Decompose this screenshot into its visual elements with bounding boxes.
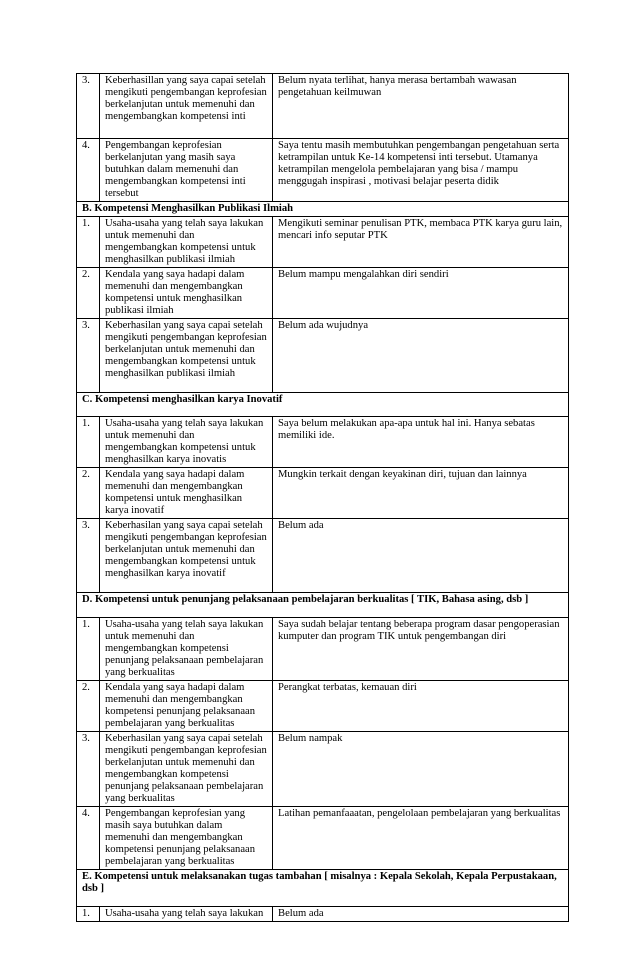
question-cell: Usaha-usaha yang telah saya lakukan untuk memenuhi dan mengembangkan kompetensi penunjang pelaksanaan pembelajaran yang berkualitas — [100, 618, 273, 681]
answer-cell: Mengikuti seminar penulisan PTK, membaca PTK karya guru lain, mencari info seputar PTK — [273, 217, 569, 268]
table-row — [77, 139, 569, 202]
answer-cell: Mungkin terkait dengan keyakinan diri, tujuan dan lainnya — [273, 468, 569, 519]
row-number: 1. — [77, 618, 100, 681]
question-cell: Pengembangan keprofesian yang masih saya butuhkan dalam memenuhi dan mengembangkan kompetensi penunjang pelaksanaan pembelajaran yang berkualitas — [100, 807, 273, 870]
table-row — [77, 807, 569, 870]
question-cell: Kendala yang saya hadapi dalam memenuhi dan mengembangkan kompetensi untuk menghasilkan karya inovatif — [100, 468, 273, 519]
row-number: 1. — [77, 907, 100, 922]
section-header-row — [77, 393, 569, 417]
table-row — [77, 907, 569, 922]
table-row — [77, 74, 569, 139]
section-title: E. Kompetensi untuk melaksanakan tugas tambahan [ misalnya : Kepala Sekolah, Kepala Perpustakaan, dsb ] — [77, 870, 569, 907]
row-number: 3. — [77, 732, 100, 807]
question-cell: Kendala yang saya hadapi dalam memenuhi dan mengembangkan kompetensi penunjang pelaksanaan pembelajaran yang berkualitas — [100, 681, 273, 732]
answer-cell: Saya tentu masih membutuhkan pengembangan pengetahuan serta ketrampilan untuk Ke-14 kompetensi inti tersebut. Utamanya ketrampilan mengelola pembelajaran yang bisa / mampu menggugah inspirasi , motivasi belajar peserta didik — [273, 139, 569, 202]
table-row — [77, 519, 569, 593]
question-cell: Keberhasilan yang saya capai setelah mengikuti pengembangan keprofesian berkelanjutan untuk memenuhi dan mengembangkan kompetensi untuk menghasilkan karya inovatif — [100, 519, 273, 593]
row-number: 2. — [77, 268, 100, 319]
row-number: 1. — [77, 217, 100, 268]
answer-cell: Perangkat terbatas, kemauan diri — [273, 681, 569, 732]
section-header-row — [77, 593, 569, 618]
section-title: C. Kompetensi menghasilkan karya Inovatif — [77, 393, 569, 417]
answer-cell: Belum nyata terlihat, hanya merasa bertambah wawasan pengetahuan keilmuwan — [273, 74, 569, 139]
row-number: 4. — [77, 139, 100, 202]
row-number: 4. — [77, 807, 100, 870]
question-cell: Usaha-usaha yang telah saya lakukan untuk memenuhi dan mengembangkan kompetensi untuk menghasilkan karya inovatis — [100, 417, 273, 468]
row-number: 3. — [77, 319, 100, 393]
question-cell: Pengembangan keprofesian berkelanjutan yang masih saya butuhkan dalam memenuhi dan mengembangkan kompetensi inti tersebut — [100, 139, 273, 202]
table-row — [77, 268, 569, 319]
row-number: 2. — [77, 681, 100, 732]
question-cell: Keberhasilan yang saya capai setelah mengikuti pengembangan keprofesian berkelanjutan untuk memenuhi dan mengembangkan kompetensi penunjang pelaksanaan pembelajaran yang berkualitas — [100, 732, 273, 807]
question-cell: Kendala yang saya hadapi dalam memenuhi dan mengembangkan kompetensi untuk menghasilkan publikasi ilmiah — [100, 268, 273, 319]
table-row — [77, 468, 569, 519]
question-cell: Usaha-usaha yang telah saya lakukan — [100, 907, 273, 922]
row-number: 1. — [77, 417, 100, 468]
section-title: B. Kompetensi Menghasilkan Publikasi Ilmiah — [77, 202, 569, 217]
section-header-row — [77, 870, 569, 907]
question-cell: Keberhasilan yang saya capai setelah mengikuti pengembangan keprofesian berkelanjutan untuk memenuhi dan mengembangkan kompetensi untuk menghasilkan publikasi ilmiah — [100, 319, 273, 393]
table-row — [77, 417, 569, 468]
table-row — [77, 319, 569, 393]
question-cell: Keberhasillan yang saya capai setelah mengikuti pengembangan keprofesian berkelanjutan untuk memenuhi dan mengembangkan kompetensi inti — [100, 74, 273, 139]
answer-cell: Belum mampu mengalahkan diri sendiri — [273, 268, 569, 319]
table-row — [77, 618, 569, 681]
answer-cell: Saya sudah belajar tentang beberapa program dasar pengoperasian kumputer dan program TIK untuk pengembangan diri — [273, 618, 569, 681]
answer-cell: Latihan pemanfaaatan, pengelolaan pembelajaran yang berkualitas — [273, 807, 569, 870]
table-row — [77, 217, 569, 268]
answer-cell: Saya belum melakukan apa-apa untuk hal ini. Hanya sebatas memiliki ide. — [273, 417, 569, 468]
row-number: 2. — [77, 468, 100, 519]
section-header-row — [77, 202, 569, 217]
competency-table — [76, 73, 569, 922]
answer-cell: Belum ada — [273, 907, 569, 922]
answer-cell: Belum ada wujudnya — [273, 319, 569, 393]
row-number: 3. — [77, 74, 100, 139]
row-number: 3. — [77, 519, 100, 593]
table-row — [77, 681, 569, 732]
section-title: D. Kompetensi untuk penunjang pelaksanaan pembelajaran berkualitas [ TIK, Bahasa asing, dsb ] — [77, 593, 569, 618]
table-row — [77, 732, 569, 807]
answer-cell: Belum ada — [273, 519, 569, 593]
question-cell: Usaha-usaha yang telah saya lakukan untuk memenuhi dan mengembangkan kompetensi untuk menghasilkan publikasi ilmiah — [100, 217, 273, 268]
answer-cell: Belum nampak — [273, 732, 569, 807]
table-body — [77, 74, 569, 922]
